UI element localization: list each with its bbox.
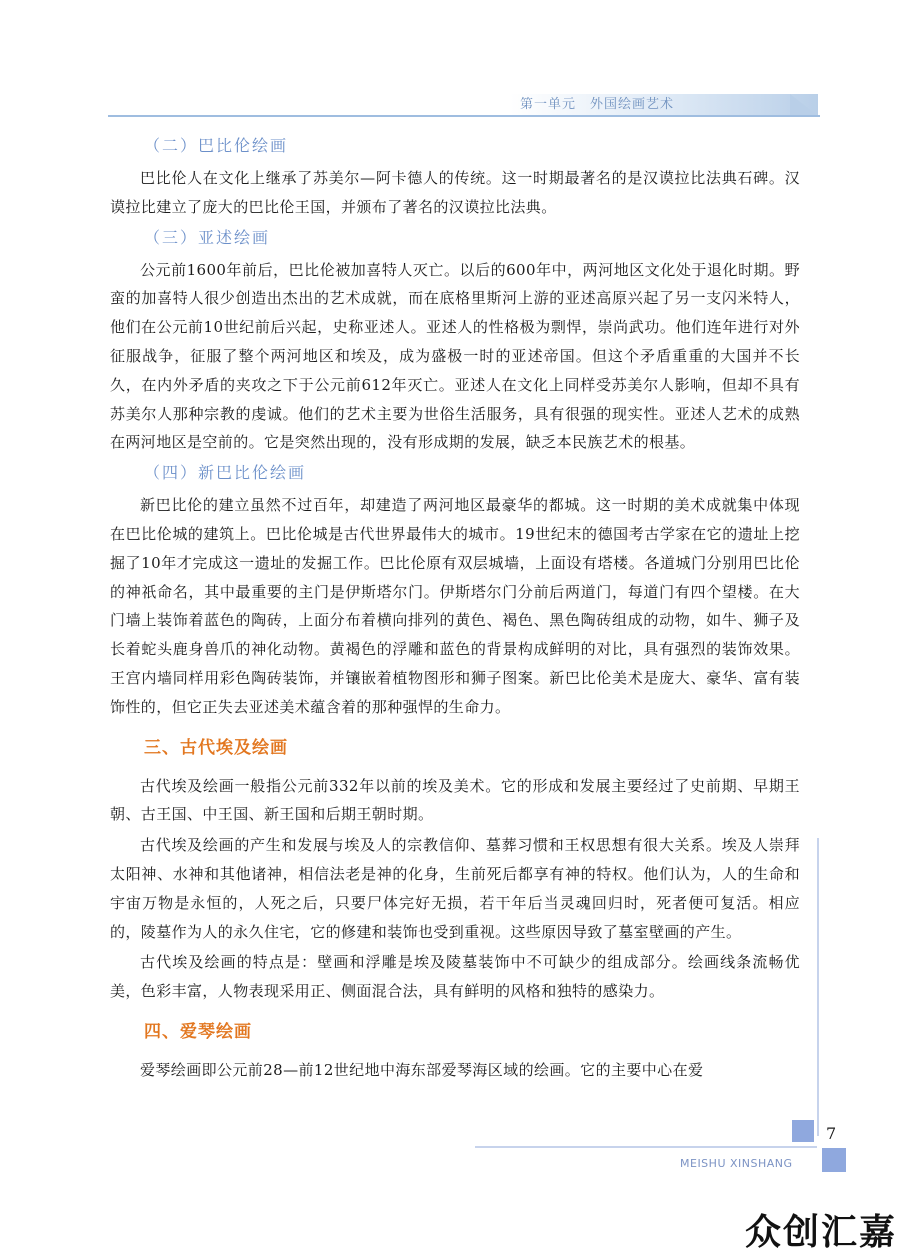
section-heading: （二）巴比伦绘画	[144, 136, 289, 155]
decorative-square	[792, 1120, 814, 1142]
section-neo-babylon	[110, 459, 800, 721]
series-footer: MEISHU XINSHANG	[680, 1157, 793, 1170]
chapter-section-heading: 三、古代埃及绘画	[144, 737, 288, 758]
paragraph: 爱琴绘画即公元前28—前12世纪地中海东部爱琴海区域的绘画。它的主要中心在爱	[140, 1060, 704, 1079]
page-number: 7	[826, 1124, 837, 1143]
decorative-vertical-line	[817, 838, 819, 1136]
header-tab	[790, 94, 818, 116]
decorative-square	[822, 1148, 846, 1172]
header-divider	[108, 115, 820, 117]
paragraph: 巴比伦人在文化上继承了苏美尔—阿卡德人的传统。这一时期最著名的是汉谟拉比法典石碑。汉谟拉比建立了庞大的巴比伦王国，并颁布了著名的汉谟拉比法典。	[110, 169, 800, 216]
page-content	[110, 132, 800, 1087]
paragraph: 古代埃及绘画的产生和发展与埃及人的宗教信仰、墓葬习惯和王权思想有很大关系。埃及人崇拜太阳神、水神和其他诸神，相信法老是神的化身，生前死后都享有神的特权。他们认为，人的生命和宇宙万物是永恒的，人死之后，只要尸体完好无损，若干年后当灵魂回归时，死者便可复活。相应的，陵墓作为人的永久住宅，它的修建和装饰也受到重视。这些原因导致了墓室壁画的产生。	[110, 836, 800, 941]
chapter-section-heading: 四、爱琴绘画	[144, 1021, 252, 1042]
paragraph: 公元前1600年前后，巴比伦被加喜特人灭亡。以后的600年中，两河地区文化处于退化时期。野蛮的加喜特人很少创造出杰出的艺术成就，而在底格里斯河上游的亚述高原兴起了另一支闪米特人，他们在公元前10世纪前后兴起，史称亚述人。亚述人的性格极为剽悍，崇尚武功。他们连年进行对外征服战争，征服了整个两河地区和埃及，成为盛极一时的亚述帝国。但这个矛盾重重的大国并不长久，在内外矛盾的夹攻之下于公元前612年灭亡。亚述人在文化上同样受苏美尔人影响，但却不具有苏美尔人那种宗教的虔诚。他们的艺术主要为世俗生活服务，具有很强的现实性。亚述人艺术的成熟在两河地区是空前的。它是突然出现的，没有形成期的发展，缺乏本民族艺术的根基。	[110, 260, 800, 452]
section-heading: （四）新巴比伦绘画	[144, 463, 307, 483]
chapter-header: 第一单元 外国绘画艺术	[520, 97, 675, 112]
section-aegean	[110, 1018, 800, 1085]
decorative-horizontal-line	[475, 1146, 817, 1148]
section-egypt	[110, 734, 800, 1006]
section-heading: （三）亚述绘画	[144, 227, 271, 247]
section-assyria	[110, 224, 800, 458]
section-babylon	[110, 132, 800, 222]
paragraph: 新巴比伦的建立虽然不过百年，却建造了两河地区最豪华的都城。这一时期的美术成就集中体现在巴比伦城的建筑上。巴比伦城是古代世界最伟大的城市。19世纪末的德国考古学家在它的遗址上挖掘了10年才完成这一遗址的发掘工作。巴比伦原有双层城墙，上面设有塔楼。各道城门分别用巴比伦的神祇命名，其中最重要的主门是伊斯塔尔门。伊斯塔尔门分前后两道门，每道门有四个望楼。在大门墙上装饰着蓝色的陶砖，上面分布着横向排列的黄色、褐色、黑色陶砖组成的动物，如牛、狮子及长着蛇头鹿身兽爪的神化动物。黄褐色的浮雕和蓝色的背景构成鲜明的对比，具有强烈的装饰效果。王宫内墙同样用彩色陶砖装饰，并镶嵌着植物图形和狮子图案。新巴比伦美术是庞大、豪华、富有装饰性的，但它正失去亚述美术蕴含着的那种强悍的生命力。	[110, 496, 800, 716]
watermark-logo: 众创汇嘉	[745, 1212, 898, 1253]
paragraph: 古代埃及绘画的特点是：壁画和浮雕是埃及陵墓装饰中不可缺少的组成部分。绘画线条流畅优美，色彩丰富，人物表现采用正、侧面混合法，具有鲜明的风格和独特的感染力。	[110, 953, 800, 1001]
paragraph: 古代埃及绘画一般指公元前332年以前的埃及美术。它的形成和发展主要经过了史前期、早期王朝、古王国、中王国、新王国和后期王朝时期。	[110, 776, 800, 824]
